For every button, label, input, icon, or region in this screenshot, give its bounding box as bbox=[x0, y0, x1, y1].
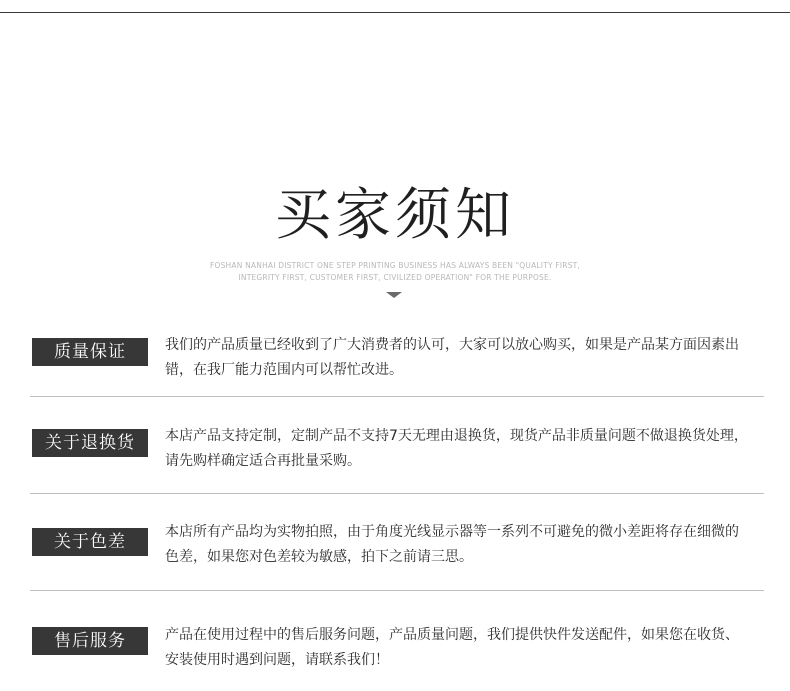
top-rule bbox=[0, 12, 790, 13]
section-text: 产品在使用过程中的售后服务问题，产品质量问题，我们提供快件发送配件，如果您在收货、安装使用时遇到问题，请联系我们！ bbox=[165, 627, 739, 668]
section-divider bbox=[30, 590, 764, 591]
section-text: 本店所有产品均为实物拍照，由于角度光线显示器等一系列不可避免的微小差距将存在细微的色差，如果您对色差较为敏感，拍下之前请三思。 bbox=[165, 524, 739, 565]
section-text: 本店产品支持定制，定制产品不支持7天无理由退换货，现货产品非质量问题不做退换货处理，请先购样确定适合再批量采购。 bbox=[165, 428, 748, 469]
page-subtitle bbox=[195, 260, 595, 284]
section-divider bbox=[30, 493, 764, 494]
section-badge: 关于色差 bbox=[32, 528, 148, 556]
subtitle-line-2: INTEGRITY FIRST, CUSTOMER FIRST, CIVILIZED OPERATION" FOR THE PURPOSE. bbox=[238, 273, 552, 282]
subtitle-line-1: FOSHAN NANHAI DISTRICT ONE STEP PRINTING BUSINESS HAS ALWAYS BEEN "QUALITY FIRST, bbox=[209, 261, 581, 270]
section-divider bbox=[30, 396, 764, 397]
section-badge: 关于退换货 bbox=[32, 429, 148, 457]
down-arrow-icon bbox=[386, 292, 402, 298]
section-badge: 售后服务 bbox=[32, 627, 148, 655]
section-badge: 质量保证 bbox=[32, 338, 148, 366]
page-title: 买家须知 bbox=[275, 183, 515, 248]
section-text: 我们的产品质量已经收到了广大消费者的认可，大家可以放心购买，如果是产品某方面因素出错，在我厂能力范围内可以帮忙改进。 bbox=[165, 337, 739, 378]
